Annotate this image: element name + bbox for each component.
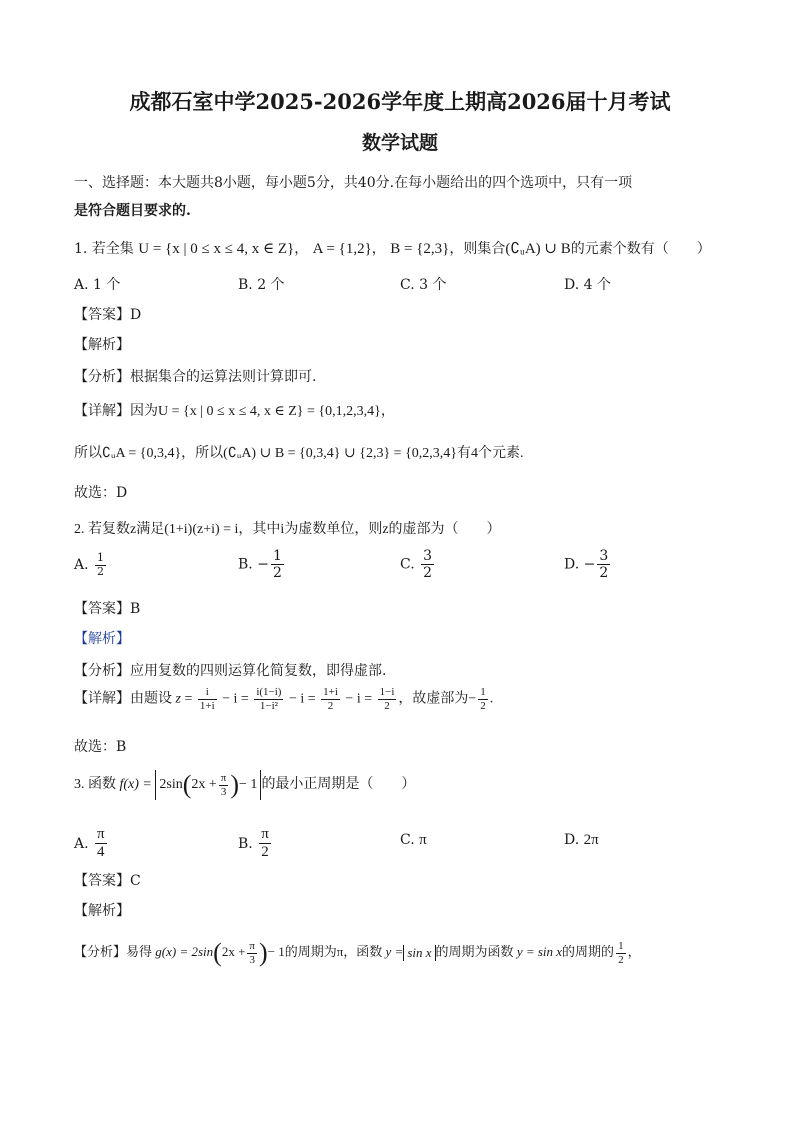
exam-title: 成都石室中学2025-2026学年度上期高2026届十月考试 (129, 89, 671, 114)
q3-option-a-frac: $\frac{\pi}{4}$ (97, 826, 105, 861)
q1-set-a: A = {1,2} (312, 241, 372, 257)
q1-choice: 故选：D (74, 485, 128, 501)
q2-option-d-frac: $\frac{3}{2}$ (599, 548, 609, 582)
q3-option-b: B. $\frac{\pi}{2}$ (238, 826, 269, 861)
q1-detail2: 所以∁ᵤA = {0,3,4}，所以(∁ᵤA) ∪ B = {0,3,4} ∪ {2,3} = {0,2,3,4}有4个元素. (74, 446, 524, 461)
q1-set-u: U = {x | 0 ≤ x ≤ 4, x ∈ Z} (138, 241, 295, 257)
q3-stem: 3. 函数 f(x) = 2sin(2x + $\frac{\pi}{3}$ )− 1 的最小正周期是（ ） (74, 770, 416, 799)
q1-ask: ，则集合 (449, 241, 506, 257)
q2-answer: 【答案】B (74, 601, 141, 617)
q1-prefix: 1. 若全集 (74, 241, 134, 257)
section-intro-line2: 是符合题目要求的. (74, 203, 191, 219)
q1-suffix: 的元素个数有（ ） (570, 241, 711, 257)
q2-fenxi: 【分析】应用复数的四则运算化简复数，即得虚部. (74, 663, 387, 679)
q2-frac-4: $\frac{1-i}{2}$ (379, 686, 395, 712)
q2-frac-1: $\frac{i}{1+i}$ (199, 686, 215, 712)
section-intro-line1: 一、选择题：本大题共8小题，每小题5分，共40分.在每小题给出的四个选项中，只有一项 (74, 175, 633, 191)
q2-option-b-label: B. (238, 556, 253, 573)
q1-stem: 1. 若全集 U = {x | 0 ≤ x ≤ 4, x ∈ Z}， A = {1,2}， B = {2,3}，则集合(∁ᵤA) ∪ B的元素个数有（ ） (74, 241, 711, 257)
q1-option-b: B. 2 个 (238, 277, 285, 293)
q2-option-a-label: A. (74, 557, 89, 574)
q2-frac-3: $\frac{1+i}{2}$ (323, 686, 338, 712)
q1-option-a: A. 1 个 (74, 277, 121, 293)
q3-analysis-tag: 【解析】 (74, 903, 130, 919)
q3-option-c: C. π (400, 832, 427, 848)
q2-option-a (74, 552, 108, 578)
q2-option-c (400, 548, 436, 581)
q2-stem: 2. 若复数z满足(1+i)(z+i) = i，其中i为虚数单位，则z的虚部为（ ） (74, 522, 501, 537)
q2-choice: 故选：B (74, 739, 127, 755)
q1-analysis-tag: 【解析】 (74, 337, 130, 353)
q2-option-c-frac: $\frac{3}{2}$ (423, 548, 433, 582)
q2-detail: 【详解】由题设 z = $\frac{i}{1+i}$ − i = $\frac{i(1-i)}{\text{1−i²}}$ − i = $\frac{1+i}{2}$ − i = $\frac{1-i}{2}$ ，故虚部为− $\frac{1}{2}$ . (74, 686, 494, 712)
q2-option-c-label: C. (400, 556, 415, 573)
q3-option-a: A. $\frac{\pi}{4}$ (74, 826, 105, 861)
q3-answer: 【答案】C (74, 873, 141, 889)
q1-expr: (∁ᵤA) ∪ B (505, 241, 571, 257)
q1-fenxi: 【分析】根据集合的运算法则计算即可. (74, 369, 317, 385)
q1-option-c: C. 3 个 (400, 277, 447, 293)
q2-option-d-label: D. (564, 556, 580, 573)
q1-detail: 【详解】因为U = {x | 0 ≤ x ≤ 4, x ∈ Z} = {0,1,2,3,4}， (74, 404, 395, 419)
q1-answer: 【答案】D (74, 307, 142, 323)
q2-option-d: D. − $\frac{3}{2}$ (564, 548, 609, 582)
q3-option-d: D. 2π (564, 832, 599, 848)
exam-subtitle: 数学试题 (361, 132, 438, 154)
q2-option-b-frac: $\frac{1}{2}$ (272, 548, 282, 582)
q2-option-b: B. − $\frac{1}{2}$ (238, 548, 282, 582)
q1-option-d: D. 4 个 (564, 277, 611, 293)
q3-abs: 2sin(2x + $\frac{\pi}{3}$ )− 1 (155, 770, 261, 800)
q1-set-b: B = {2,3} (390, 241, 450, 257)
q2-analysis-tag: 【解析】 (74, 631, 130, 647)
q2-frac-2: $\frac{i(1-i)}{\text{1−i²}}$ (256, 686, 282, 712)
q3-option-b-frac: $\frac{\pi}{2}$ (261, 826, 269, 861)
q2-option-a-frac: $\frac{1}{2}$ (97, 551, 105, 578)
q3-fenxi: 【分析】易得 g(x) = 2sin(2x + $\frac{\pi}{3}$ )− 1的周期为π，函数 y = sin x 的周期为函数 y = sin x的周期的 $\frac{1}{2}$ ， (74, 938, 641, 967)
q2-frac-5: $\frac{1}{2}$ (480, 686, 486, 712)
